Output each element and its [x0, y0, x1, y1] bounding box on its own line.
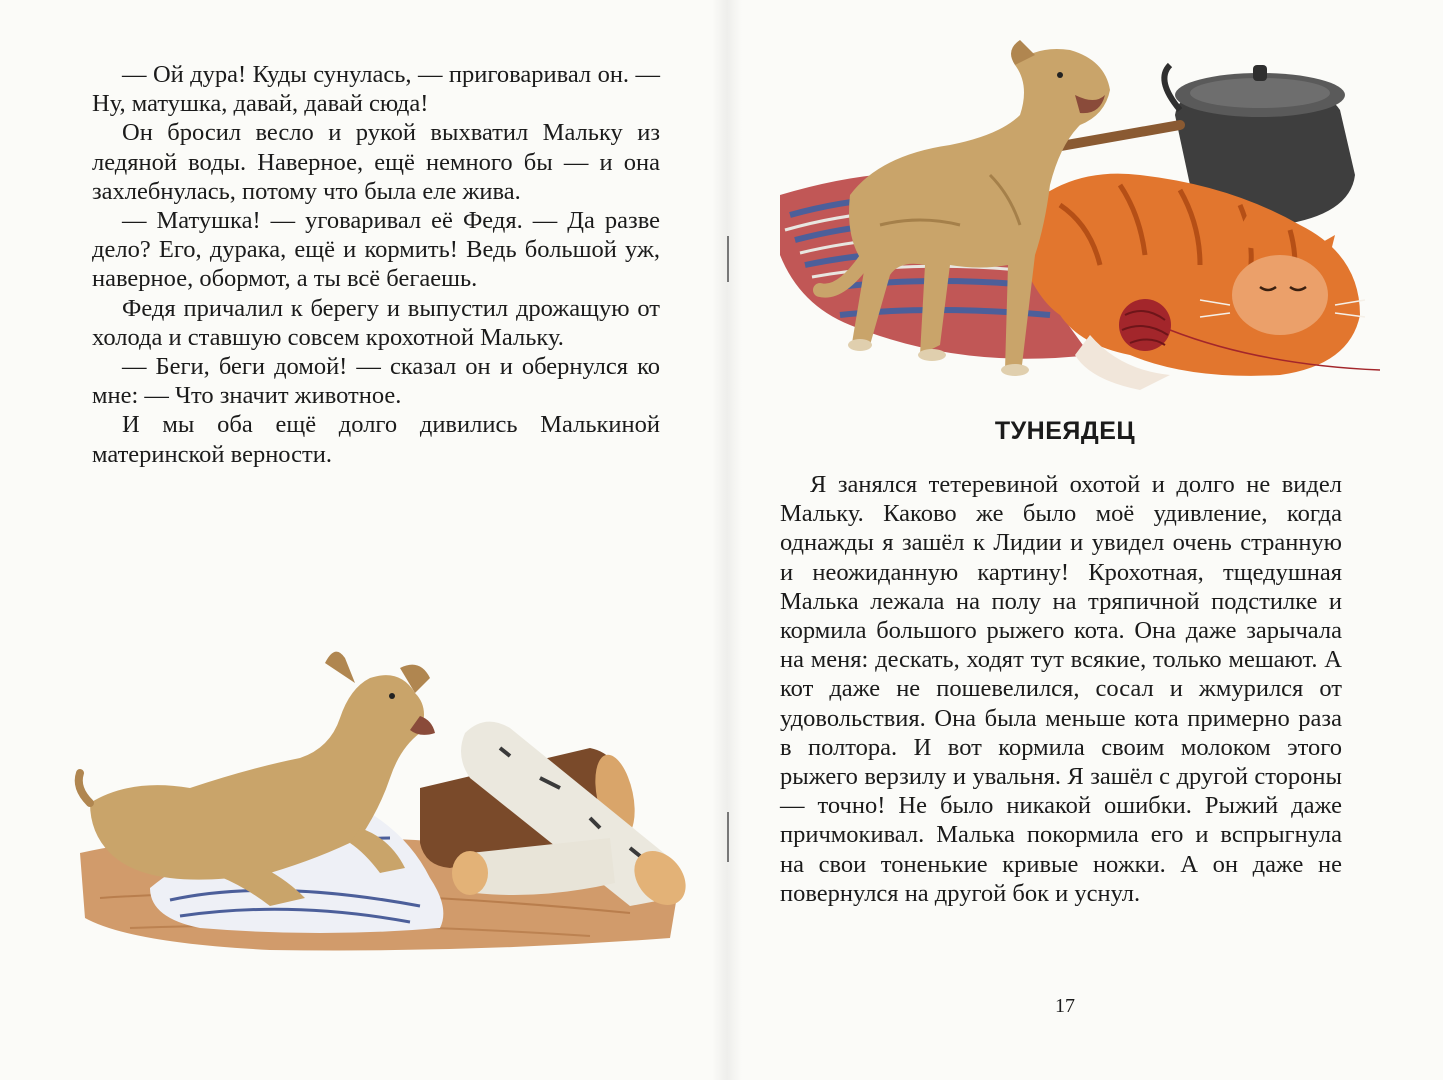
page-number: 17	[1055, 995, 1075, 1017]
illustration-dog-on-blanket	[70, 638, 690, 958]
gutter-mark-bottom	[727, 812, 729, 862]
paragraph: — Ой дура! Куды сунулась, — приговаривал он. — Ну, матушка, давай, давай сюда!	[92, 61, 660, 118]
gutter-mark-top	[727, 236, 729, 282]
left-page	[0, 0, 720, 1080]
paragraph: — Беги, беги домой! — сказал он и обернулся ко мне: — Что значит животное.	[92, 353, 660, 410]
illustration-dog-and-cat	[760, 25, 1390, 395]
paragraph: Он бросил весло и рукой выхватил Мальку из ледяной воды. Наверное, ещё немного бы — и она захлебнулась, потому что была еле жива.	[92, 119, 660, 205]
right-page	[740, 0, 1443, 1080]
paragraph: Федя причалил к берегу и выпустил дрожащую от холода и ставшую совсем крохотной Мальку.	[92, 294, 660, 351]
story-heading: ТУНЕЯДЕЦ	[994, 417, 1136, 445]
paragraph: Я занялся тетеревиной охотой и долго не видел Мальку. Каково же было моё удивление, когда однажды я зашёл к Лидии и увидел очень странную и неожиданную картину! Крохотная, тщедушная Малька лежала на полу на тряпичной подстилке и кормила большого рыжего кота. Она даже зарычала на меня: дескать, ходят тут всякие, только мешают. А кот даже не пошевелился, сосал и жмурился от удовольствия. Она была меньше кота примерно раза в полтора. И вот кормила своим молоком этого рыжего верзилу и увальня. Я зашёл с другой стороны — точно! Не было никакой ошибки. Рыжий даже причмокивал. Малька покормила его и вспрыгнула на свои тоненькие кривые ножки. А он даже не повернулся на другой бок и уснул.	[780, 471, 1342, 907]
right-page-text	[780, 470, 1342, 908]
paragraph: — Матушка! — уговаривал её Федя. — Да разве дело? Его, дурака, ещё и кормить! Ведь большой уж, наверное, обормот, а ты всё бегаешь.	[92, 207, 660, 293]
paragraph: И мы оба ещё долго дивились Малькиной материнской верности.	[92, 411, 660, 468]
left-page-text	[92, 60, 660, 469]
